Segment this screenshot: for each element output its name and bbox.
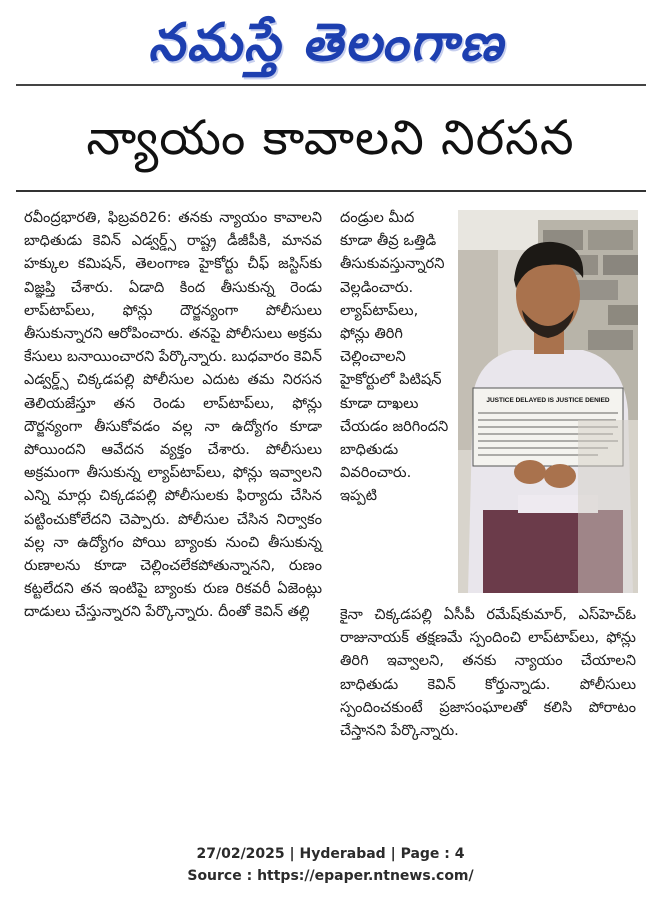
masthead: [0, 0, 661, 92]
footer-source: Source : https://epaper.ntnews.com/: [187, 868, 474, 884]
newspaper-logo: నమస్తే తెలంగాణ: [145, 13, 516, 73]
article-column-bottom: [340, 603, 636, 742]
article-body-mid: దండ్రుల మీద కూడా తీవ్ర ఒత్తిడి తీసుకువస్తున్నారని వెల్లడించారు. ల్యాప్‌టాప్‌లు, ఫోన్లు తిరిగి చెల్లించాలని హైకోర్టులో పిటిషన్ కూడా దాఖలు చేయడం జరిగిందని బాధితుడు వివరించారు. ఇప్పటి: [340, 209, 449, 505]
article-body-left: రవీంద్రభారతి, ఫిబ్రవరి26: తనకు న్యాయం కావాలని బాధితుడు కెవిన్ ఎడ్వర్డ్స్ రాష్ట్ర డీజీపీకి, మానవ హక్కుల కమిషన్, తెలంగాణ హైకోర్టు చీఫ్ జస్టిస్‌కు విజ్ఞప్తి చేశారు. ఏడాది కింద తీసుకున్న రెండు లాప్‌టాప్‌లు, ఫోన్లు దౌర్జన్యంగా పోలీసులు తీసుకున్నారని ఆరోపించారు. తనపై పోలీసులు అక్రమ కేసులు బనాయించారని పేర్కొన్నారు. బుధవారం కెవిన్ ఎడ్వర్డ్స్ చిక్కడపల్లి పోలీసుల ఎదుట తమ నిరసన తెలియజేస్తూ తన రెండు లాప్‌టాప్‌లు, ఫోన్లు దౌర్జన్యంగా తీసుకోవడం వల్ల నా ఉద్యోగం కూడా పోయిందని ఆవేదన వ్యక్తం చేశారు. పోలీసులు అక్రమంగా తీసుకున్న ల్యాప్‌టాప్‌లు, ఫోన్లు ఇవ్వాలని ఎన్ని మార్లు చిక్కడపల్లి పోలీసులకు ఫిర్యాదు చేసిన పట్టించుకోలేదని చెప్పారు. పోలీసుల చేసిన నిర్వాకం వల్ల నా ఉద్యోగం పోయి బ్యాంకు నుంచి తీసుకున్న రుణాలను కూడా చెల్లించలేకపోతున్నానని, రుణం కట్టలేదని తన ఇంటిపై బ్యాంకు రుణ రికవరీ ఏజెంట్లు దాడులు చేస్తున్నారని పేర్కొన్నారు. దీంతో కెవిన్ తల్లి: [24, 209, 323, 621]
article-column-left: [24, 206, 322, 624]
article-body-bottom: కైనా చిక్కడపల్లి ఏసీపీ రమేష్‌కుమార్, ఎస్‌హెచ్‌ఓ రాజునాయక్ తక్షణమే స్పందించి లాప్‌టాప్‌లు, ఫోన్లు తిరిగి ఇవ్వాలని, తనకు న్యాయం చేయాలని బాధితుడు కెవిన్ కోర్తున్నాడు. పోలీసులు స్పందించకుంటే ప్రజాసంఘాలతో కలిసి పోరాటం చేస్తానని పేర్కొన్నారు.: [340, 606, 636, 740]
masthead-divider: [16, 84, 646, 86]
right-hand: [544, 464, 576, 488]
placard-heading: JUSTICE DELAYED IS JUSTICE DENIED: [486, 397, 610, 404]
article-headline: న్యాయం కావాలని నిరసన: [86, 110, 575, 166]
article-column-mid: [340, 206, 450, 508]
photo-right-shadow: [578, 420, 638, 593]
footer-date-page: 27/02/2025 | Hyderabad | Page : 4: [196, 846, 465, 862]
headline-divider: [16, 190, 646, 192]
article-photo: [458, 210, 638, 593]
protester-photo: [458, 210, 638, 593]
left-hand: [514, 460, 546, 484]
